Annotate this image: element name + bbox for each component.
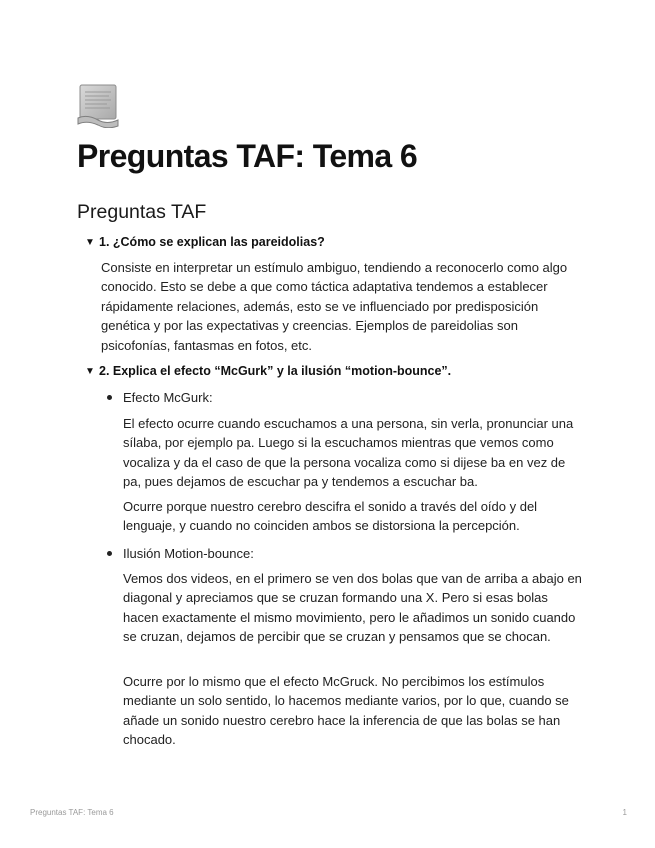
footer-page-number: 1 xyxy=(622,808,627,817)
bullet-dot-icon xyxy=(107,551,112,556)
question-1-title: 1. ¿Cómo se explican las pareidolias? xyxy=(99,235,325,249)
motion-bounce-paragraph-1: Vemos dos videos, en el primero se ven dos bolas que van de arriba a abajo en diagonal y apreciamos que se cruzan formando una X. Pero si esas bolas hacen exactamente el mismo movimiento, pero le añadimos un sonido cuando se cruzan, dejamos de percibir que se cruzan y pensamos que se chocan. xyxy=(123,571,582,645)
bullet-label-mcgurk: Efecto McGurk: xyxy=(123,390,213,405)
collapse-triangle-icon[interactable]: ▼ xyxy=(85,366,95,377)
footer-document-title: Preguntas TAF: Tema 6 xyxy=(30,808,114,817)
question-2-toggle[interactable] xyxy=(85,362,451,381)
bullet-label-motion-bounce: Ilusión Motion-bounce: xyxy=(123,546,254,561)
mcgurk-paragraph-2: Ocurre porque nuestro cerebro descifra el sonido a través del oído y del lenguaje, y cuando no coinciden ambos se distorsiona la percepción. xyxy=(123,499,538,534)
question-1-toggle[interactable] xyxy=(85,233,325,252)
collapse-triangle-icon[interactable]: ▼ xyxy=(85,237,95,248)
paper-scroll-icon xyxy=(77,84,119,128)
section-heading: Preguntas TAF xyxy=(77,201,207,223)
motion-bounce-paragraph-2: Ocurre por lo mismo que el efecto McGruck. No percibimos los estímulos mediante un solo sentido, lo hacemos mediante varios, por lo que, cuando se añade un sonido nuestro cerebro hace la inferencia de que las bolas se han chocado. xyxy=(123,674,569,748)
page-title: Preguntas TAF: Tema 6 xyxy=(77,138,418,174)
bullet-item-mcgurk xyxy=(107,388,213,407)
question-2-title: 2. Explica el efecto “McGurk” y la ilusión “motion-bounce”. xyxy=(99,364,452,378)
bullet-dot-icon xyxy=(107,395,112,400)
bullet-item-motion-bounce xyxy=(107,544,254,563)
mcgurk-paragraph-1: El efecto ocurre cuando escuchamos a una persona, sin verla, pronunciar una sílaba, por ejemplo pa. Luego si la escuchamos mientras que vemos como vocaliza y da el caso de que la persona vocaliza como si dijese ba en vez de pa, pues dejamos de escuchar pa y tendemos a escuchar ba. xyxy=(123,416,574,490)
question-1-answer: Consiste en interpretar un estímulo ambiguo, tendiendo a reconocerlo como algo conocido. Esto se debe a que como táctica adaptativa tendemos a establecer rápidamente relaciones, además, esto se ve influenciado por predisposición genética y por las expectativas y creencias. Ejemplos de pareidolias son psicofonías, fantasmas en fotos, etc. xyxy=(101,260,568,353)
